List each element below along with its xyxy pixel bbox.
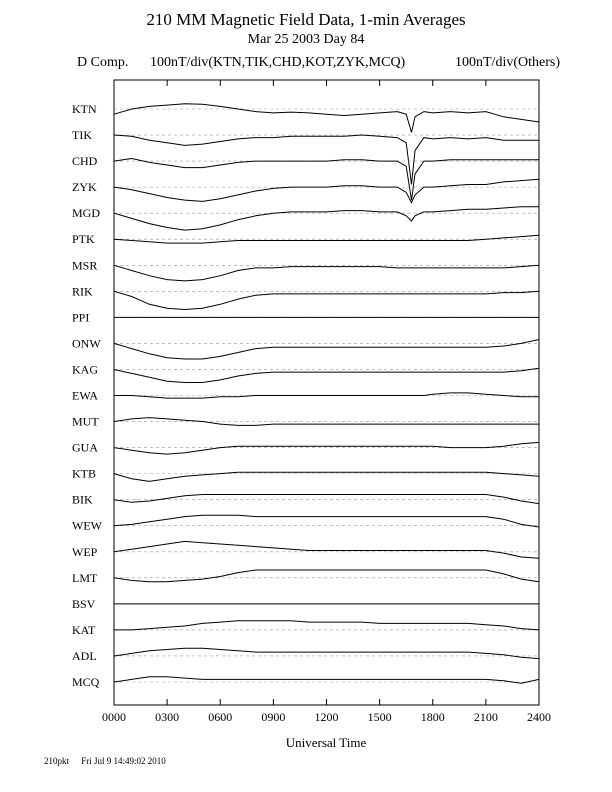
trace-lmt xyxy=(114,570,539,582)
x-tick-label: 2400 xyxy=(527,710,551,724)
trace-kat xyxy=(114,621,539,630)
station-label-kag: KAG xyxy=(72,362,98,377)
station-row-mut xyxy=(72,415,539,429)
station-label-ppi: PPI xyxy=(72,310,90,325)
station-row-ktn xyxy=(72,102,539,132)
x-tick-label: 1800 xyxy=(420,710,445,724)
station-label-lmt: LMT xyxy=(72,570,98,585)
station-row-zyk xyxy=(72,179,539,202)
station-row-mcq xyxy=(72,675,539,689)
trace-onw xyxy=(114,340,539,360)
station-row-kat xyxy=(72,621,539,637)
station-row-ptk xyxy=(72,232,539,246)
x-tick-label: 1200 xyxy=(314,710,339,724)
trace-adl xyxy=(114,648,539,658)
station-label-rik: RIK xyxy=(72,284,93,299)
station-label-msr: MSR xyxy=(72,258,98,273)
station-label-ewa: EWA xyxy=(72,388,98,403)
station-label-wew: WEW xyxy=(72,518,102,533)
chart-date: Mar 25 2003 Day 84 xyxy=(247,32,365,47)
trace-rik xyxy=(114,291,539,309)
x-tick-label: 2100 xyxy=(473,710,498,724)
station-row-wew xyxy=(72,515,539,532)
trace-zyk xyxy=(114,179,539,202)
x-axis-label: Universal Time xyxy=(285,735,367,750)
x-tick-label: 1500 xyxy=(367,710,392,724)
station-row-ewa xyxy=(72,389,539,403)
station-label-onw: ONW xyxy=(72,336,101,351)
station-label-ktn: KTN xyxy=(72,102,97,116)
station-row-lmt xyxy=(72,570,539,585)
station-label-wep: WEP xyxy=(72,544,98,559)
trace-mcq xyxy=(114,677,539,684)
trace-chd xyxy=(114,159,539,201)
trace-bik xyxy=(114,495,539,504)
station-label-mcq: MCQ xyxy=(72,675,100,689)
program-name: 210pkt xyxy=(44,756,70,766)
station-row-msr xyxy=(72,258,539,281)
trace-gua xyxy=(114,442,539,454)
trace-wew xyxy=(114,515,539,527)
scale-primary-label: 100nT/div(KTN,TIK,CHD,KOT,ZYK,MCQ) xyxy=(150,55,406,70)
station-row-mgd xyxy=(72,206,539,230)
station-row-gua xyxy=(72,441,539,455)
station-label-bik: BIK xyxy=(72,492,93,507)
x-tick-label: 0300 xyxy=(155,710,180,724)
trace-wep xyxy=(114,541,539,558)
trace-msr xyxy=(114,265,539,281)
generated-timestamp: Fri Jul 9 14:49:02 2010 xyxy=(81,756,166,766)
station-label-chd: CHD xyxy=(72,154,98,169)
station-row-adl xyxy=(72,648,539,663)
x-tick-label: 0600 xyxy=(208,710,233,724)
component-label: D Comp. xyxy=(77,55,129,70)
station-label-gua: GUA xyxy=(72,440,98,455)
station-label-ktb: KTB xyxy=(72,466,96,481)
station-row-bik xyxy=(72,493,539,507)
station-label-tik: TIK xyxy=(72,128,92,143)
x-tick-label: 0900 xyxy=(261,710,286,724)
station-row-kag xyxy=(72,362,539,382)
station-row-ktb xyxy=(72,467,539,482)
plot-frame xyxy=(114,80,539,705)
station-row-tik xyxy=(72,128,539,184)
footer xyxy=(44,756,176,766)
station-row-wep xyxy=(72,541,539,558)
station-row-chd xyxy=(72,154,539,200)
station-label-mut: MUT xyxy=(72,414,99,429)
station-label-mgd: MGD xyxy=(72,206,101,221)
station-row-bsv xyxy=(72,597,539,611)
trace-ktn xyxy=(114,104,539,133)
station-row-onw xyxy=(72,336,539,359)
x-tick-label: 0000 xyxy=(102,710,126,724)
chart-title: 210 MM Magnetic Field Data, 1-min Averages xyxy=(146,10,466,29)
trace-mgd xyxy=(114,207,539,230)
station-label-zyk: ZYK xyxy=(72,180,97,195)
station-row-rik xyxy=(72,284,539,309)
station-label-bsv: BSV xyxy=(72,596,96,611)
station-label-adl: ADL xyxy=(72,648,97,663)
station-row-ppi xyxy=(72,310,539,324)
station-label-ptk: PTK xyxy=(72,232,95,247)
trace-kag xyxy=(114,368,539,382)
scale-others-label: 100nT/div(Others) xyxy=(455,55,560,70)
station-label-kat: KAT xyxy=(72,622,96,637)
